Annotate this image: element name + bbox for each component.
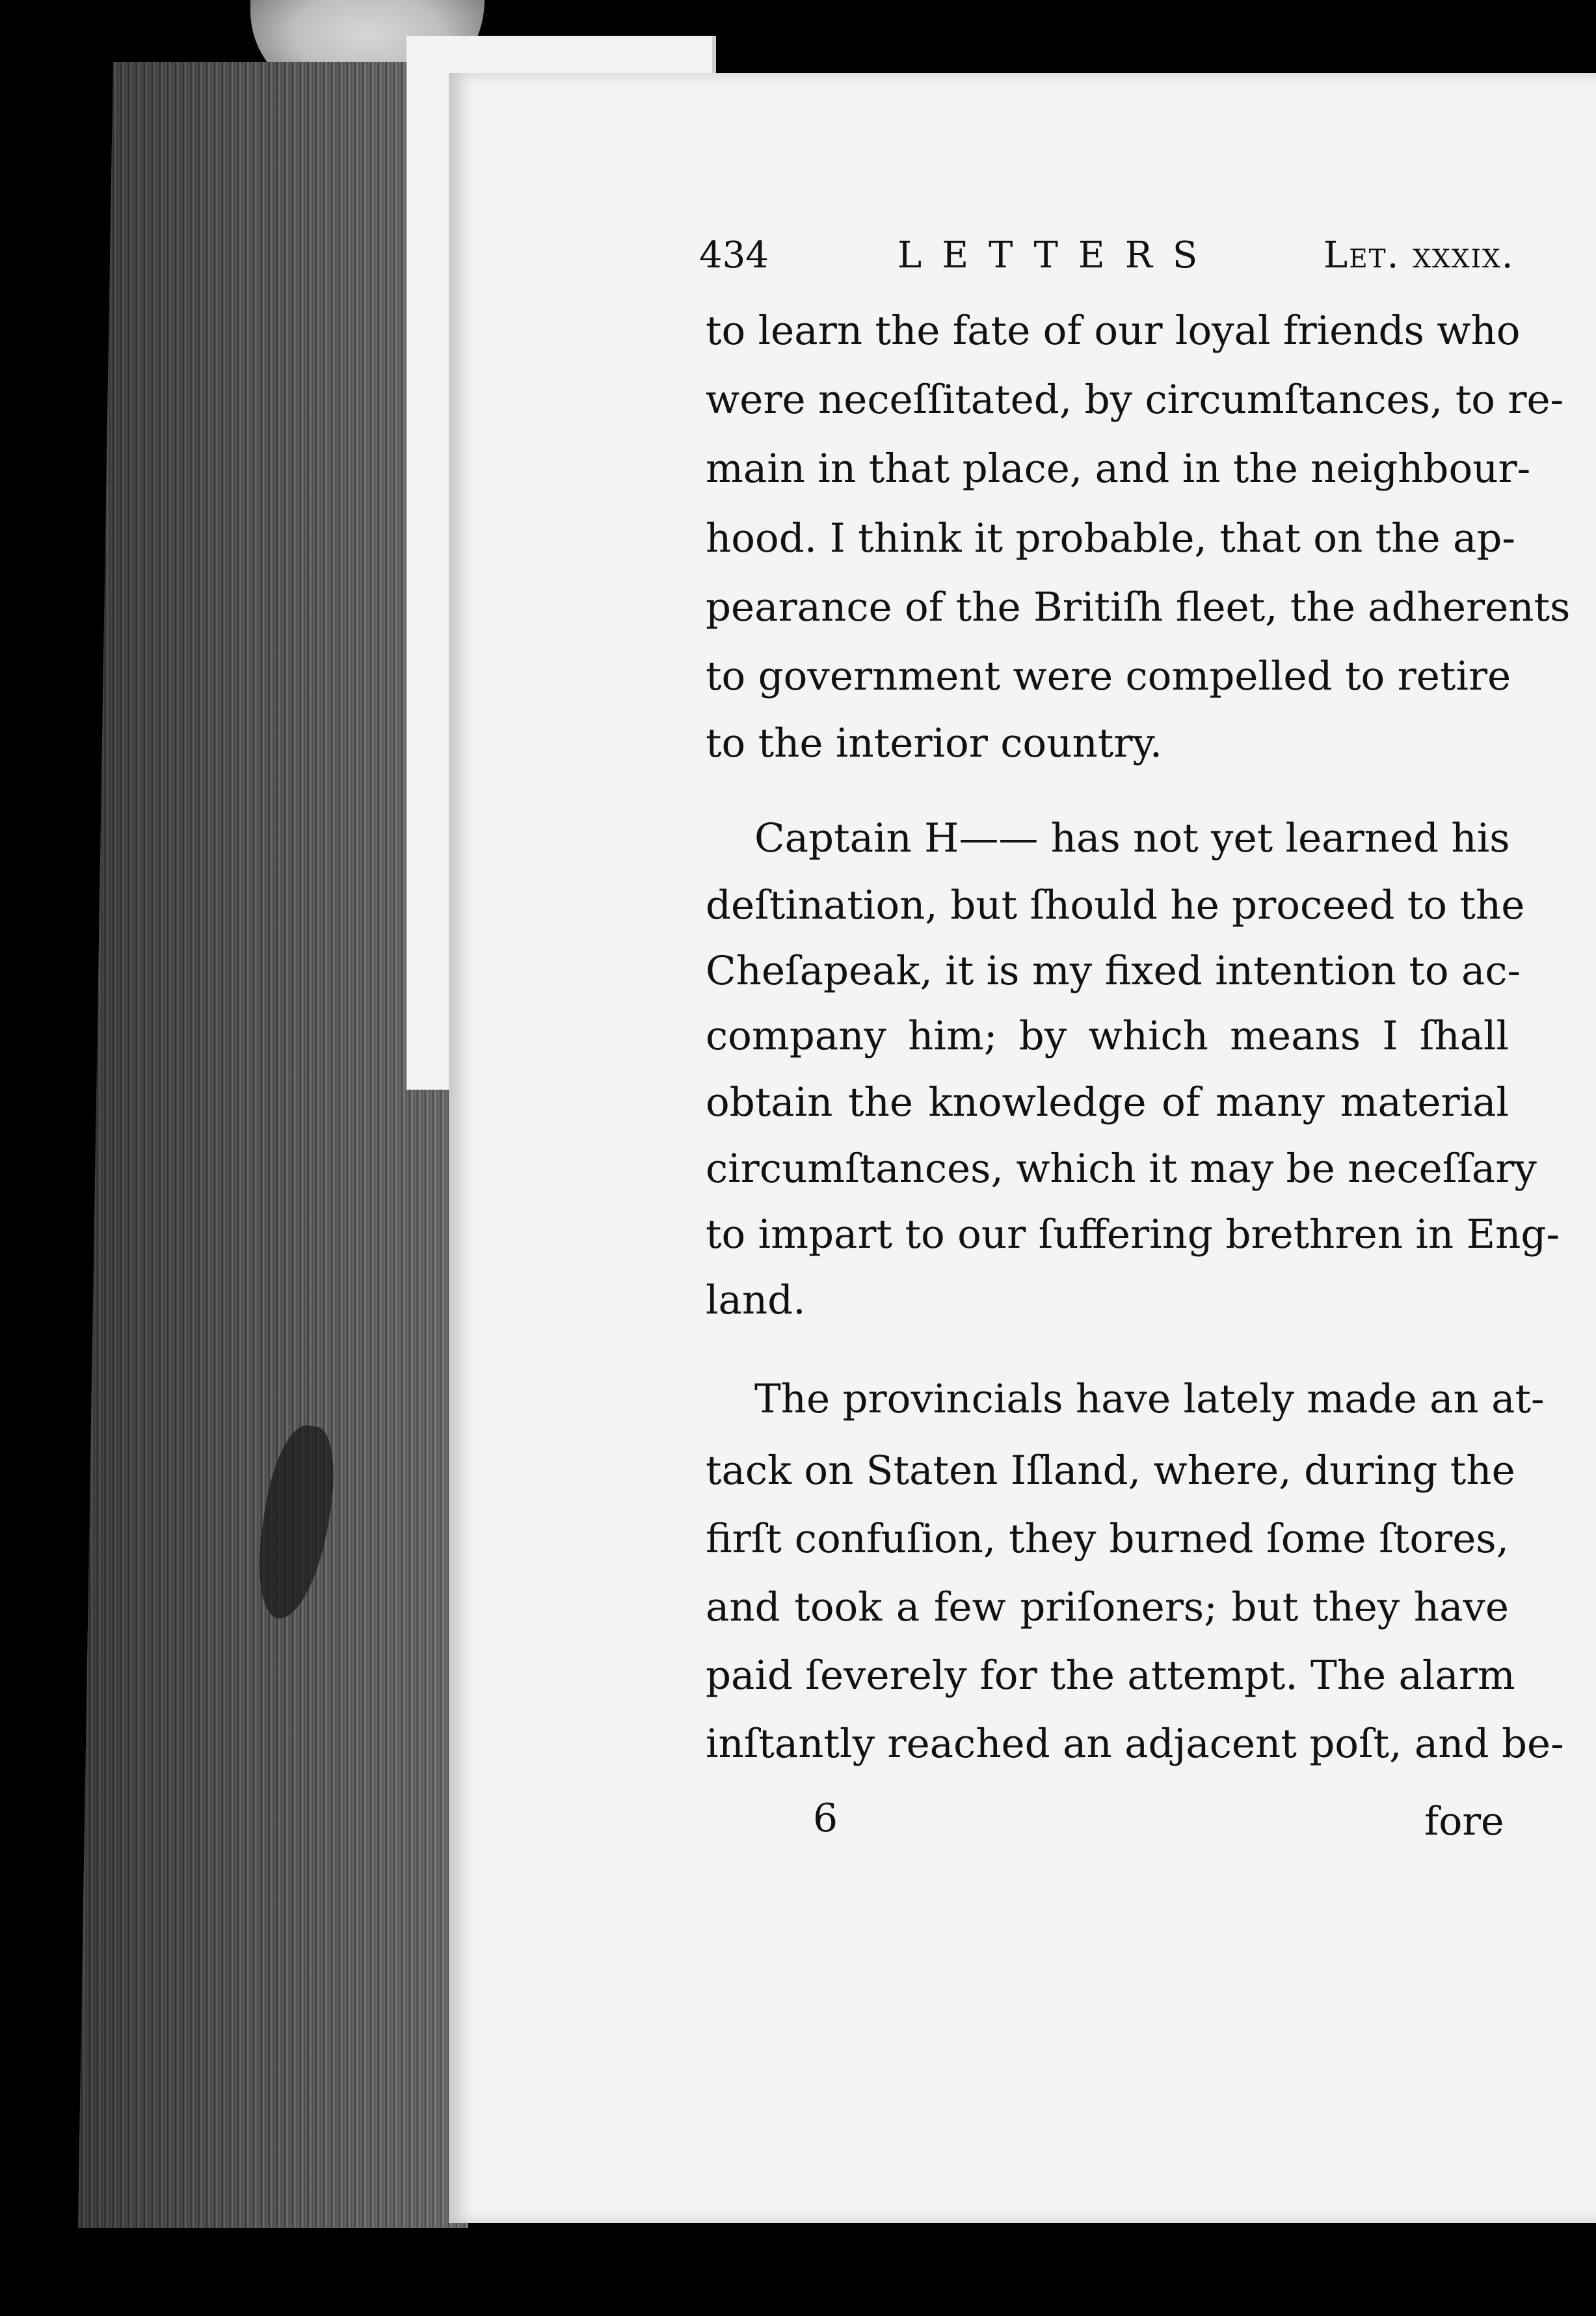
text-line: obtain the knowledge of many material: [706, 1079, 1509, 1125]
text-line: main in that place, and in the neighbour-: [706, 446, 1531, 492]
text-line: hood. I think it probable, that on the ap-: [706, 515, 1515, 561]
text-line: Cheſapeak, it is my fixed intention to ac-: [706, 948, 1521, 994]
text-line: firſt confuſion, they burned ſome ſtores,: [706, 1516, 1509, 1562]
text-line: to government were compelled to retire: [706, 653, 1511, 699]
letter-number: Let. xxxix.: [1323, 234, 1515, 276]
text-line: were neceſſitated, by circumſtances, to re-: [706, 377, 1564, 423]
text-line: tack on Staten Iſland, where, during the: [706, 1448, 1515, 1494]
text-line: inſtantly reached an adjacent poſt, and be-: [706, 1721, 1564, 1767]
text-line: The provincials have lately made an at-: [754, 1376, 1545, 1422]
running-title: LETTERS: [898, 234, 1218, 276]
text-line: and took a few priſoners; but they have: [706, 1584, 1509, 1630]
text-line: circumſtances, which it may be neceſſary: [706, 1146, 1537, 1192]
text-line: company him; by which means I ſhall: [706, 1013, 1509, 1059]
text-line: to impart to our ſuffering brethren in Eng-: [706, 1211, 1560, 1258]
text-line: Captain H—— has not yet learned his: [754, 815, 1510, 861]
text-line: deſtination, but ſhould he proceed to the: [706, 882, 1525, 928]
text-line: to the interior country.: [706, 720, 1163, 766]
catchword: fore: [1424, 1799, 1504, 1844]
text-line: to learn the fate of our loyal friends who: [706, 308, 1521, 354]
text-line: land.: [706, 1277, 806, 1323]
page-number: 434: [699, 234, 769, 276]
text-line: paid ſeverely for the attempt. The alarm: [706, 1652, 1515, 1699]
text-line: pearance of the Britiſh fleet, the adherents: [706, 584, 1571, 630]
signature-mark: 6: [813, 1796, 838, 1841]
